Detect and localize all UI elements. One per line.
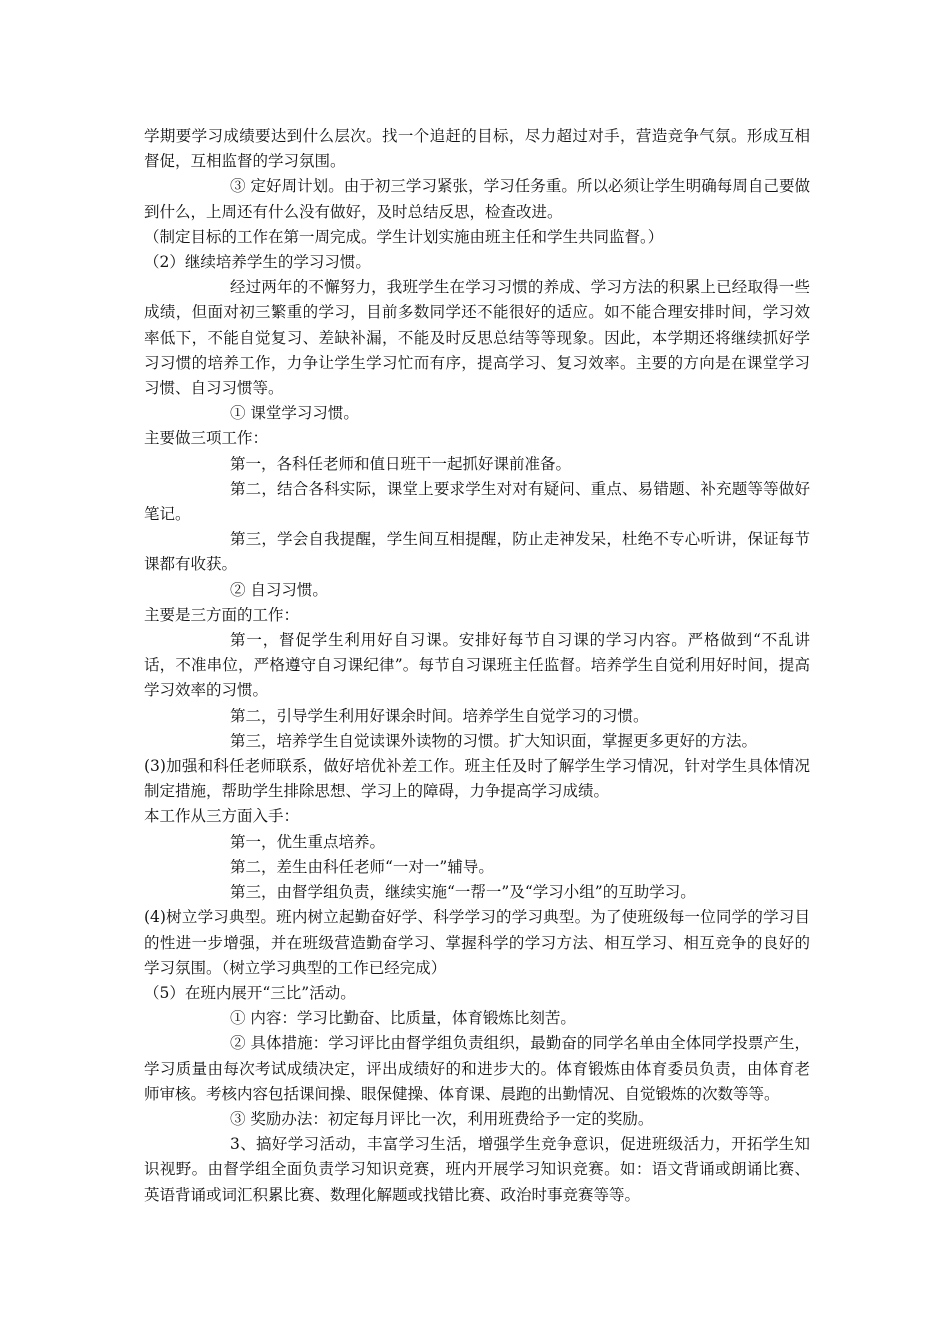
list-item: 第三，学会自我提醒，学生间互相提醒，防止走神发呆，杜绝不专心听讲，保证每节课都有收获。 bbox=[144, 530, 810, 574]
list-item: 第一，优生重点培养。 bbox=[230, 832, 386, 851]
list-item: 第三，培养学生自觉读课外读物的习惯。扩大知识面，掌握更多更好的方法。 bbox=[230, 731, 758, 750]
section-heading: （2）继续培养学生的学习习惯。 bbox=[144, 253, 371, 272]
list-item: ② 具体措施：学习评比由督学组负责组织，最勤奋的同学名单由全体同学投票产生，学习质量由每次考试成绩决定，评出成绩好的和进步大的。体育锻炼由体育委员负责，由体育老师审核。考核内容包括课间操、眼保健操、体育课、晨跑的出勤情况、自觉锻炼的次数等等。 bbox=[144, 1034, 810, 1103]
paragraph: ③ 定好周计划。由于初三学习紧张，学习任务重。所以必须让学生明确每周自己要做到什么，上周还有什么没有做好，及时总结反思，检查改进。 bbox=[144, 177, 810, 221]
list-item: ① 内容：学习比勤奋、比质量，体育锻炼比刻苦。 bbox=[230, 1009, 576, 1028]
paragraph: 学期要学习成绩要达到什么层次。找一个追赶的目标，尽力超过对手，营造竞争气氛。形成互相督促，互相监督的学习氛围。 bbox=[144, 127, 810, 171]
subheading: ① 课堂学习习惯。 bbox=[230, 404, 359, 423]
paragraph: 3、搞好学习活动，丰富学习生活，增强学生竞争意识，促进班级活力，开拓学生知识视野。由督学组全面负责学习知识竞赛，班内开展学习知识竞赛。如：语文背诵或朗诵比赛、英语背诵或词汇积累比赛、数理化解题或找错比赛、政治时事竞赛等等。 bbox=[144, 1135, 810, 1204]
list-item: 第二，结合各科实际，课堂上要求学生对对有疑问、重点、易错题、补充题等等做好笔记。 bbox=[144, 479, 810, 524]
paragraph: 经过两年的不懈努力，我班学生在学习习惯的养成、学习方法的积累上已经取得一些成绩，但面对初三繁重的学习，目前多数同学还不能很好的适应。如不能合理安排时间，学习效率低下，不能自觉复习、差缺补漏，不能及时反思总结等等现象。因此，本学期还将继续抓好学习习惯的培养工作，力争让学生学习忙而有序，提高学习、复习效率。主要的方向是在课堂学习习惯、自习习惯等。 bbox=[144, 278, 810, 398]
paragraph: 本工作从三方面入手： bbox=[144, 807, 300, 826]
list-item: ③ 奖励办法：初定每月评比一次，利用班费给予一定的奖励。 bbox=[230, 1109, 654, 1128]
section-heading: （5）在班内展开“三比”活动。 bbox=[144, 983, 356, 1002]
paragraph: 主要是三方面的工作： bbox=[144, 605, 300, 624]
list-item: 第三，由督学组负责，继续实施“一帮一”及“学习小组”的互助学习。 bbox=[230, 883, 696, 902]
list-item: 第一，督促学生利用好自习课。安排好每节自习课的学习内容。严格做到“不乱讲话，不准串位，严格遵守自习课纪律”。每节自习课班主任监督。培养学生自觉利用好时间，提高学习效率的习惯。 bbox=[144, 631, 810, 700]
subheading: ② 自习习惯。 bbox=[230, 580, 328, 599]
section-heading: (4)树立学习典型。班内树立起勤奋好学、科学学习的学习典型。为了使班级每一位同学的学习目的性进一步增强，并在班级营造勤奋学习、掌握科学的学习方法、相互学习、相互竞争的良好的学习氛围。（树立学习典型的工作已经完成） bbox=[144, 908, 810, 977]
list-item: 第二，差生由科任老师“一对一”辅导。 bbox=[230, 857, 494, 876]
document-page bbox=[144, 124, 810, 1208]
section-heading: (3)加强和科任老师联系，做好培优补差工作。班主任及时了解学生学习情况，针对学生具体情况制定措施，帮助学生排除思想、学习上的障碍，力争提高学习成绩。 bbox=[144, 757, 810, 801]
list-item: 第二，引导学生利用好课余时间。培养学生自觉学习的习惯。 bbox=[230, 706, 649, 725]
list-item: 第一，各科任老师和值日班干一起抓好课前准备。 bbox=[230, 454, 572, 473]
paragraph: （制定目标的工作在第一周完成。学生计划实施由班主任和学生共同监督。） bbox=[144, 227, 664, 246]
paragraph: 主要做三项工作： bbox=[144, 429, 269, 448]
